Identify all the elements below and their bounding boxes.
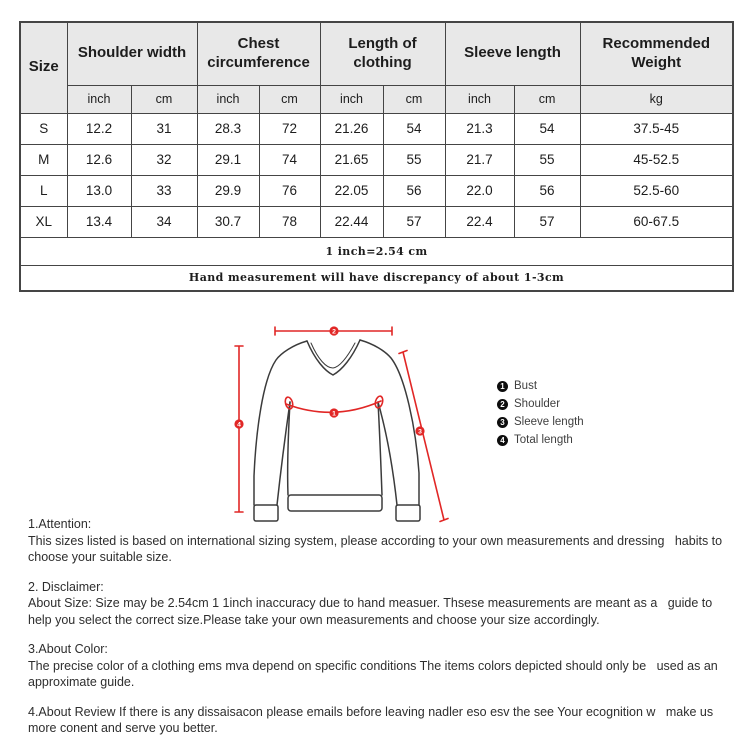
col-header-chest-circumference: Chest circumference — [197, 22, 320, 85]
unit-header: inch — [320, 85, 383, 113]
legend-item-shoulder — [497, 398, 584, 410]
table-cell: 34 — [131, 206, 197, 237]
table-cell: 54 — [383, 113, 445, 144]
table-row-size-m — [20, 144, 733, 175]
table-row-size-l — [20, 175, 733, 206]
total-length-marker-number: 4 — [237, 421, 241, 429]
table-cell: 37.5-45 — [580, 113, 733, 144]
col-header-size: Size — [20, 22, 67, 113]
note-section-disclaimer — [28, 579, 729, 629]
unit-header: inch — [67, 85, 131, 113]
table-cell: 54 — [514, 113, 580, 144]
note-heading: 1.Attention: — [28, 517, 92, 531]
shoulder-marker-number: 2 — [332, 328, 336, 336]
footnote-text: Hand measurement will have discrepancy of about 1-3cm — [20, 265, 733, 291]
table-header-row-groups — [20, 22, 733, 85]
legend-label: Bust — [514, 380, 538, 392]
table-cell: 57 — [514, 206, 580, 237]
measurement-legend — [497, 380, 584, 446]
table-cell: 21.65 — [320, 144, 383, 175]
legend-label: Total length — [514, 434, 573, 446]
table-cell: 21.26 — [320, 113, 383, 144]
col-header-sleeve-length: Sleeve length — [445, 22, 580, 85]
table-cell: 55 — [383, 144, 445, 175]
table-cell: 21.7 — [445, 144, 514, 175]
table-row-size-xl — [20, 206, 733, 237]
unit-header: cm — [514, 85, 580, 113]
table-cell: 29.9 — [197, 175, 259, 206]
table-cell: 74 — [259, 144, 320, 175]
legend-label: Sleeve length — [514, 416, 584, 428]
table-cell: 76 — [259, 175, 320, 206]
size-label: S — [20, 113, 67, 144]
total-length-measure-line — [235, 346, 243, 512]
sleeve-measure-line — [399, 351, 448, 522]
sweater-outline-icon — [254, 340, 420, 521]
unit-header: kg — [580, 85, 733, 113]
table-cell: 55 — [514, 144, 580, 175]
table-cell: 72 — [259, 113, 320, 144]
col-header-length-of-clothing: Length of clothing — [320, 22, 445, 85]
table-cell: 52.5-60 — [580, 175, 733, 206]
legend-number-icon: 3 — [497, 417, 508, 428]
bust-marker-number: 1 — [332, 410, 336, 418]
legend-number-icon: 2 — [497, 399, 508, 410]
unit-header: cm — [131, 85, 197, 113]
note-section-about-color — [28, 641, 729, 691]
table-cell: 78 — [259, 206, 320, 237]
table-cell: 32 — [131, 144, 197, 175]
note-body: The precise color of a clothing ems mva depend on specific conditions The items colors depicted should only be used as an approximate guide. — [28, 658, 722, 689]
note-body: This sizes listed is based on international sizing system, please according to your own measurements and dressing habits to choose your suitable size. — [28, 533, 726, 564]
table-cell: 30.7 — [197, 206, 259, 237]
table-cell: 45-52.5 — [580, 144, 733, 175]
table-cell: 22.05 — [320, 175, 383, 206]
note-body: About Size: Size may be 2.54cm 1 1inch inaccuracy due to hand measuer. Thsese measurements are meant as a guide to help you select the correct size.Please take your own measurements and choose your size accordingly. — [28, 596, 716, 627]
table-cell: 13.0 — [67, 175, 131, 206]
table-cell: 57 — [383, 206, 445, 237]
table-cell: 13.4 — [67, 206, 131, 237]
note-section-attention — [28, 516, 729, 566]
size-label: M — [20, 144, 67, 175]
table-cell: 22.44 — [320, 206, 383, 237]
footnote-text: 1 inch=2.54 cm — [20, 237, 733, 265]
size-chart-table — [19, 21, 734, 292]
table-cell: 56 — [383, 175, 445, 206]
table-header-row-units — [20, 85, 733, 113]
note-section-about-review — [28, 704, 729, 737]
table-cell: 31 — [131, 113, 197, 144]
table-row-size-s — [20, 113, 733, 144]
table-cell: 12.2 — [67, 113, 131, 144]
size-label: XL — [20, 206, 67, 237]
table-footnote-hand-measurement — [20, 265, 733, 291]
table-cell: 28.3 — [197, 113, 259, 144]
note-body: 4.About Review If there is any dissaisacon please emails before leaving nadler eso esv the see Your ecognition w make us more conent and serve you better. — [28, 704, 717, 735]
legend-number-icon: 1 — [497, 381, 508, 392]
notes — [28, 516, 729, 750]
unit-header: cm — [259, 85, 320, 113]
table-cell: 22.4 — [445, 206, 514, 237]
unit-header: inch — [197, 85, 259, 113]
unit-header: cm — [383, 85, 445, 113]
legend-item-bust — [497, 380, 584, 392]
table-cell: 60-67.5 — [580, 206, 733, 237]
size-label: L — [20, 175, 67, 206]
note-heading: 3.About Color: — [28, 642, 108, 656]
note-heading: 2. Disclaimer: — [28, 579, 104, 594]
measurement-markers — [234, 326, 424, 435]
table-cell: 12.6 — [67, 144, 131, 175]
legend-label: Shoulder — [514, 398, 561, 410]
measurement-lines — [235, 327, 448, 522]
col-header-recommended-weight: Recommended Weight — [580, 22, 733, 85]
legend-item-total-length — [497, 434, 584, 446]
unit-header: inch — [445, 85, 514, 113]
sleeve-marker-number: 3 — [418, 428, 422, 436]
table-cell: 33 — [131, 175, 197, 206]
col-header-shoulder-width: Shoulder width — [67, 22, 197, 85]
table-cell: 21.3 — [445, 113, 514, 144]
table-footnote-inch-conversion — [20, 237, 733, 265]
table-cell: 22.0 — [445, 175, 514, 206]
table-cell: 29.1 — [197, 144, 259, 175]
legend-item-sleeve-length — [497, 416, 584, 428]
table-cell: 56 — [514, 175, 580, 206]
legend-number-icon: 4 — [497, 435, 508, 446]
sweater-measurement-diagram — [230, 318, 480, 530]
